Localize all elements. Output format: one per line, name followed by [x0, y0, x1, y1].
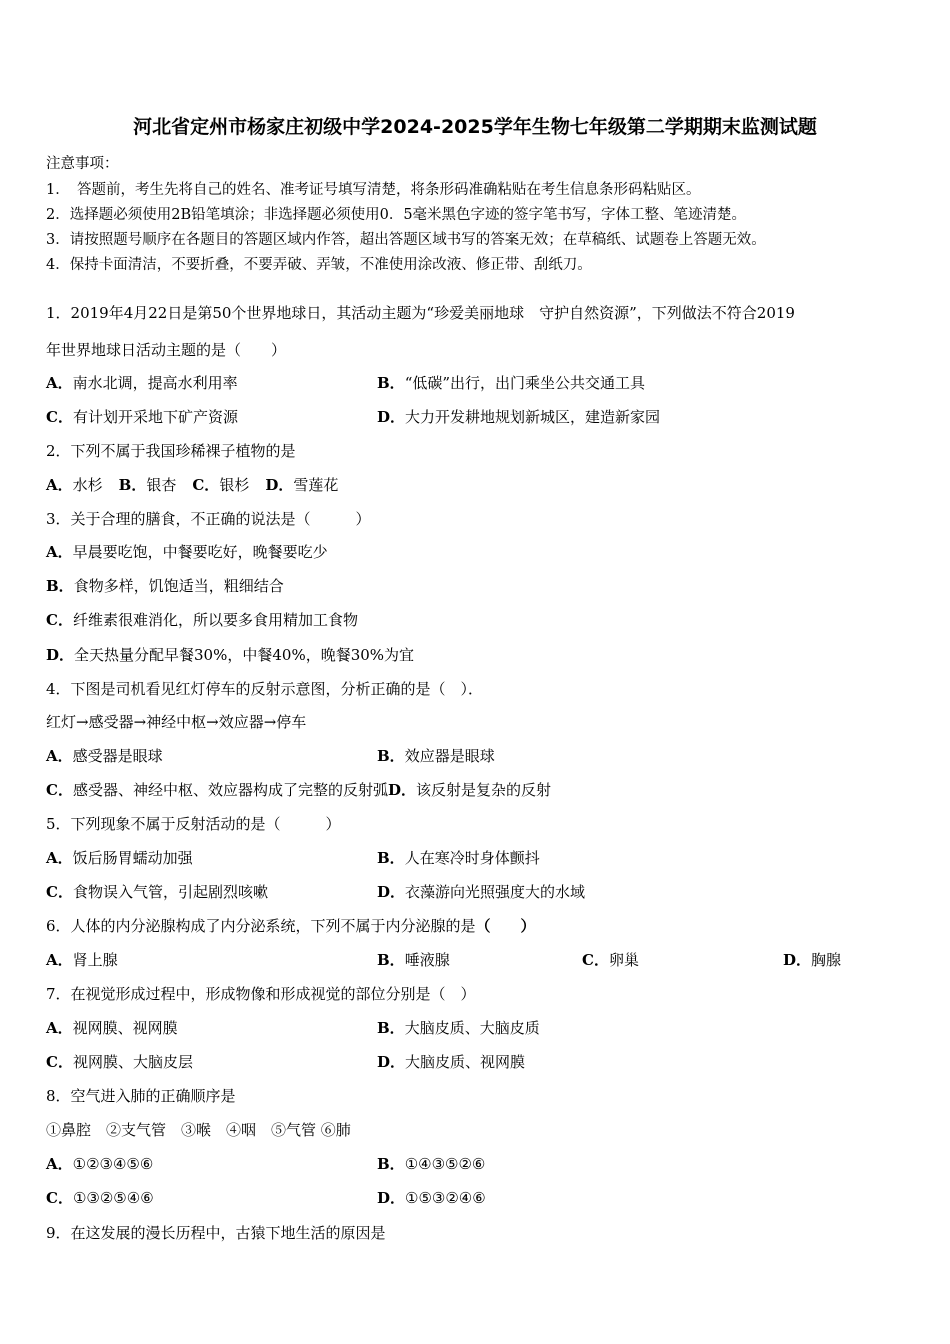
option-label: B． — [377, 951, 405, 969]
option-text: 感受器、神经中枢、效应器构成了完整的反射弧 — [72, 781, 388, 799]
option-text: 饭后肠胃蠕动加强 — [72, 849, 193, 867]
option-label: C． — [46, 611, 73, 629]
option-text: 食物多样，饥饱适当，粗细结合 — [73, 577, 284, 595]
option-label: D． — [377, 1189, 406, 1207]
option-text: 银杉 — [219, 476, 250, 494]
option-text: 感受器是眼球 — [72, 747, 163, 765]
question-4-option-c[interactable] — [46, 781, 388, 799]
question-5-option-c[interactable] — [46, 881, 268, 902]
question-4-option-b[interactable] — [377, 745, 495, 766]
question-1-option-a[interactable] — [46, 372, 238, 393]
question-8-stem: 8．空气进入肺的正确顺序是 — [46, 1087, 236, 1105]
option-text: 唾液腺 — [404, 951, 450, 969]
option-label: A． — [46, 1019, 73, 1037]
option-text: ①②③④⑤⑥ — [72, 1155, 154, 1173]
option-label: C． — [46, 883, 73, 901]
option-text: “低碳”出行，出门乘坐公共交通工具 — [404, 374, 646, 392]
option-label: C． — [46, 1053, 73, 1071]
question-9-stem: 9．在这发展的漫长历程中，古猿下地生活的原因是 — [46, 1224, 386, 1242]
option-label: C． — [582, 951, 609, 969]
option-label: B． — [377, 1155, 405, 1173]
option-text: ①⑤③②④⑥ — [405, 1189, 486, 1207]
option-text: 早晨要吃饱，中餐要吃好，晚餐要吃少 — [72, 543, 328, 561]
option-text: 视网膜、大脑皮层 — [72, 1053, 193, 1071]
page-title: 河北省定州市杨家庄初级中学2024-2025学年生物七年级第二学期期末监测试题 — [133, 116, 817, 138]
option-text: 衣藻游向光照强度大的水域 — [405, 883, 586, 901]
option-text: 大力开发耕地规划新城区，建造新家园 — [405, 408, 661, 426]
option-label: A． — [46, 476, 73, 494]
question-1-stem-line2: 年世界地球日活动主题的是（ ） — [46, 341, 287, 359]
option-label: A． — [46, 849, 73, 867]
question-1-option-d[interactable] — [377, 406, 660, 427]
question-7-stem: 7．在视觉形成过程中，形成物像和形成视觉的部位分别是（ ） — [46, 985, 476, 1003]
question-1-option-b[interactable] — [377, 372, 645, 393]
question-4-diagram: 红灯→感受器→神经中枢→效应器→停车 — [46, 713, 307, 731]
option-label: C． — [46, 1189, 73, 1207]
option-text: 全天热量分配早餐30%，中餐40%，晚餐30%为宜 — [74, 646, 415, 664]
question-2-option-c[interactable] — [192, 476, 249, 494]
option-label: C． — [46, 408, 73, 426]
question-2-option-d[interactable] — [265, 476, 338, 494]
option-label: B． — [377, 747, 405, 765]
notice-item-3: 3．请按照题号顺序在各题目的答题区域内作答，超出答题区域书写的答案无效；在草稿纸、试题卷上答题无效。 — [46, 232, 766, 248]
option-text: 有计划开采地下矿产资源 — [72, 408, 238, 426]
question-7-option-c[interactable] — [46, 1051, 193, 1072]
option-text: 胸腺 — [811, 951, 842, 969]
option-label: D． — [387, 781, 416, 799]
question-7-option-d[interactable] — [377, 1051, 525, 1072]
question-1-option-c[interactable] — [46, 406, 238, 427]
question-6-option-a[interactable] — [46, 949, 118, 970]
question-7-option-b[interactable] — [377, 1017, 540, 1038]
question-6-option-b[interactable] — [377, 949, 450, 970]
option-label: D． — [46, 646, 75, 664]
option-text: ①③②⑤④⑥ — [72, 1189, 154, 1207]
option-label: A． — [46, 1155, 73, 1173]
option-label: D． — [377, 1053, 406, 1071]
question-6-stem: 6．人体的内分泌腺构成了内分泌系统，下列不属于内分泌腺的是 — [46, 917, 476, 935]
option-label: C． — [192, 476, 220, 494]
option-text: 雪莲花 — [293, 476, 339, 494]
question-4-option-a[interactable] — [46, 745, 163, 766]
option-text: 效应器是眼球 — [404, 747, 495, 765]
option-label: B． — [377, 374, 405, 392]
option-label: D． — [377, 408, 406, 426]
option-text: 人在寒冷时身体颤抖 — [404, 849, 540, 867]
option-text: 大脑皮质、大脑皮质 — [404, 1019, 540, 1037]
option-text: 食物误入气管，引起剧烈咳嗽 — [72, 883, 268, 901]
notice-item-2: 2．选择题必须使用2B铅笔填涂；非选择题必须使用0．5毫米黑色字迹的签字笔书写，字体工整、笔迹清楚。 — [46, 207, 747, 223]
question-1-stem-line1: 1．2019年4月22日是第50个世界地球日，其活动主题为“珍爱美丽地球 守护自然资源”，下列做法不符合2019 — [46, 304, 795, 322]
question-5-option-d[interactable] — [377, 881, 585, 902]
question-6-stem-wrap — [46, 915, 536, 936]
option-text: 卵巢 — [608, 951, 639, 969]
question-6-option-d[interactable] — [783, 949, 841, 970]
question-4-options-cd — [46, 779, 551, 800]
option-label: B． — [377, 1019, 405, 1037]
option-text: 南水北调，提高水利用率 — [72, 374, 238, 392]
question-8-option-b[interactable] — [377, 1153, 485, 1174]
question-3-option-c[interactable] — [46, 609, 358, 630]
question-4-stem: 4．下图是司机看见红灯停车的反射示意图，分析正确的是（ ）． — [46, 680, 484, 698]
option-text: ①④③⑤②⑥ — [404, 1155, 486, 1173]
option-text: 该反射是复杂的反射 — [415, 781, 551, 799]
question-3-stem: 3．关于合理的膳食，不正确的说法是（ ） — [46, 510, 371, 528]
option-label: D． — [377, 883, 406, 901]
question-5-option-a[interactable] — [46, 847, 193, 868]
question-4-option-d[interactable] — [388, 781, 551, 799]
question-8-option-d[interactable] — [377, 1187, 486, 1208]
question-8-parts: ①鼻腔 ②支气管 ③喉 ④咽 ⑤气管 ⑥肺 — [46, 1121, 351, 1139]
option-text: 纤维素很难消化，所以要多食用精加工食物 — [72, 611, 358, 629]
question-2-options — [46, 474, 338, 495]
question-3-option-d[interactable] — [46, 644, 414, 665]
question-8-option-a[interactable] — [46, 1153, 153, 1174]
question-3-option-a[interactable] — [46, 541, 328, 562]
question-6-option-c[interactable] — [582, 949, 639, 970]
question-6-paren: （ ） — [475, 917, 536, 935]
question-2-option-a[interactable] — [46, 476, 103, 494]
option-label: B． — [377, 849, 405, 867]
option-label: A． — [46, 951, 73, 969]
option-text: 视网膜、视网膜 — [72, 1019, 178, 1037]
option-label: C． — [46, 781, 73, 799]
option-text: 银杏 — [146, 476, 177, 494]
option-text: 肾上腺 — [72, 951, 118, 969]
option-label: B． — [118, 476, 147, 494]
question-5-option-b[interactable] — [377, 847, 540, 868]
question-8-option-c[interactable] — [46, 1187, 154, 1208]
notice-item-4: 4．保持卡面清洁，不要折叠，不要弄破、弄皱，不准使用涂改液、修正带、刮纸刀。 — [46, 257, 592, 273]
question-5-stem: 5．下列现象不属于反射活动的是（ ） — [46, 815, 341, 833]
question-2-stem: 2．下列不属于我国珍稀裸子植物的是 — [46, 442, 296, 460]
option-label: A． — [46, 543, 73, 561]
option-label: D． — [265, 476, 294, 494]
notice-item-1: 1． 答题前，考生先将自己的姓名、准考证号填写清楚，将条形码准确粘贴在考生信息条形码粘贴区。 — [46, 182, 701, 198]
option-label: D． — [783, 951, 812, 969]
option-label: B． — [46, 577, 74, 595]
option-text: 水杉 — [72, 476, 103, 494]
option-label: A． — [46, 747, 73, 765]
question-2-option-b[interactable] — [119, 476, 177, 494]
question-3-option-b[interactable] — [46, 575, 284, 596]
notice-heading: 注意事项： — [46, 156, 119, 172]
question-7-option-a[interactable] — [46, 1017, 178, 1038]
option-text: 大脑皮质、视网膜 — [405, 1053, 526, 1071]
option-label: A． — [46, 374, 73, 392]
